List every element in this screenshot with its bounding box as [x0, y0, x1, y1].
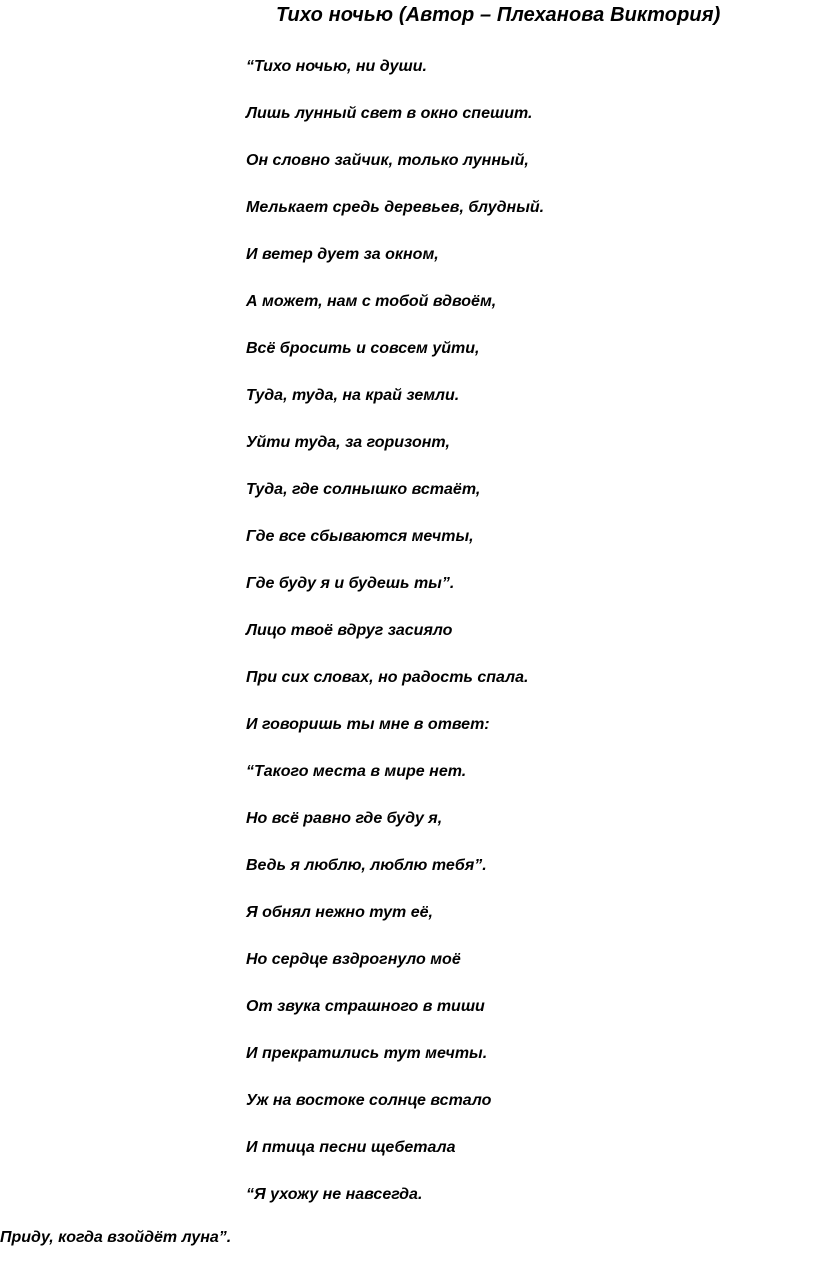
poem-line: Туда, где солнышко встаёт, [246, 481, 481, 498]
poem-line: И говоришь ты мне в ответ: [246, 716, 490, 733]
poem-line: Всё бросить и совсем уйти, [246, 340, 480, 357]
poem-line: И птица песни щебетала [246, 1139, 456, 1156]
poem-title: Тихо ночью (Автор – Плеханова Виктория) [276, 4, 721, 26]
poem-line: Где буду я и будешь ты”. [246, 575, 455, 592]
poem-line: “Такого места в мире нет. [246, 763, 467, 780]
poem-line: И ветер дует за окном, [246, 246, 439, 263]
poem-line: Мелькает средь деревьев, блудный. [246, 199, 545, 216]
poem-line: Где все сбываются мечты, [246, 528, 474, 545]
poem-line: Но сердце вздрогнуло моё [246, 951, 461, 968]
poem-line: А может, нам с тобой вдвоём, [246, 293, 497, 310]
poem-line: И прекратились тут мечты. [246, 1045, 488, 1062]
poem-line: Но всё равно где буду я, [246, 810, 443, 827]
poem-line: Ведь я люблю, люблю тебя”. [246, 857, 487, 874]
poem-line: Уж на востоке солнце встало [246, 1092, 492, 1109]
poem-line: Лишь лунный свет в окно спешит. [246, 105, 533, 122]
poem-line: “Я ухожу не навсегда. [246, 1186, 423, 1203]
poem-line: Лицо твоё вдруг засияло [246, 622, 453, 639]
poem-line: При сих словах, но радость спала. [246, 669, 529, 686]
poem-line: Он словно зайчик, только лунный, [246, 152, 529, 169]
poem-last-line: Приду, когда взойдёт луна”. [0, 1229, 232, 1246]
poem-body [246, 56, 544, 1231]
poem-line: Туда, туда, на край земли. [246, 387, 460, 404]
poem-line: Уйти туда, за горизонт, [246, 434, 450, 451]
poem-line: Я обнял нежно тут её, [246, 904, 433, 921]
poem-line: От звука страшного в тиши [246, 998, 485, 1015]
poem-line: “Тихо ночью, ни души. [246, 58, 427, 75]
